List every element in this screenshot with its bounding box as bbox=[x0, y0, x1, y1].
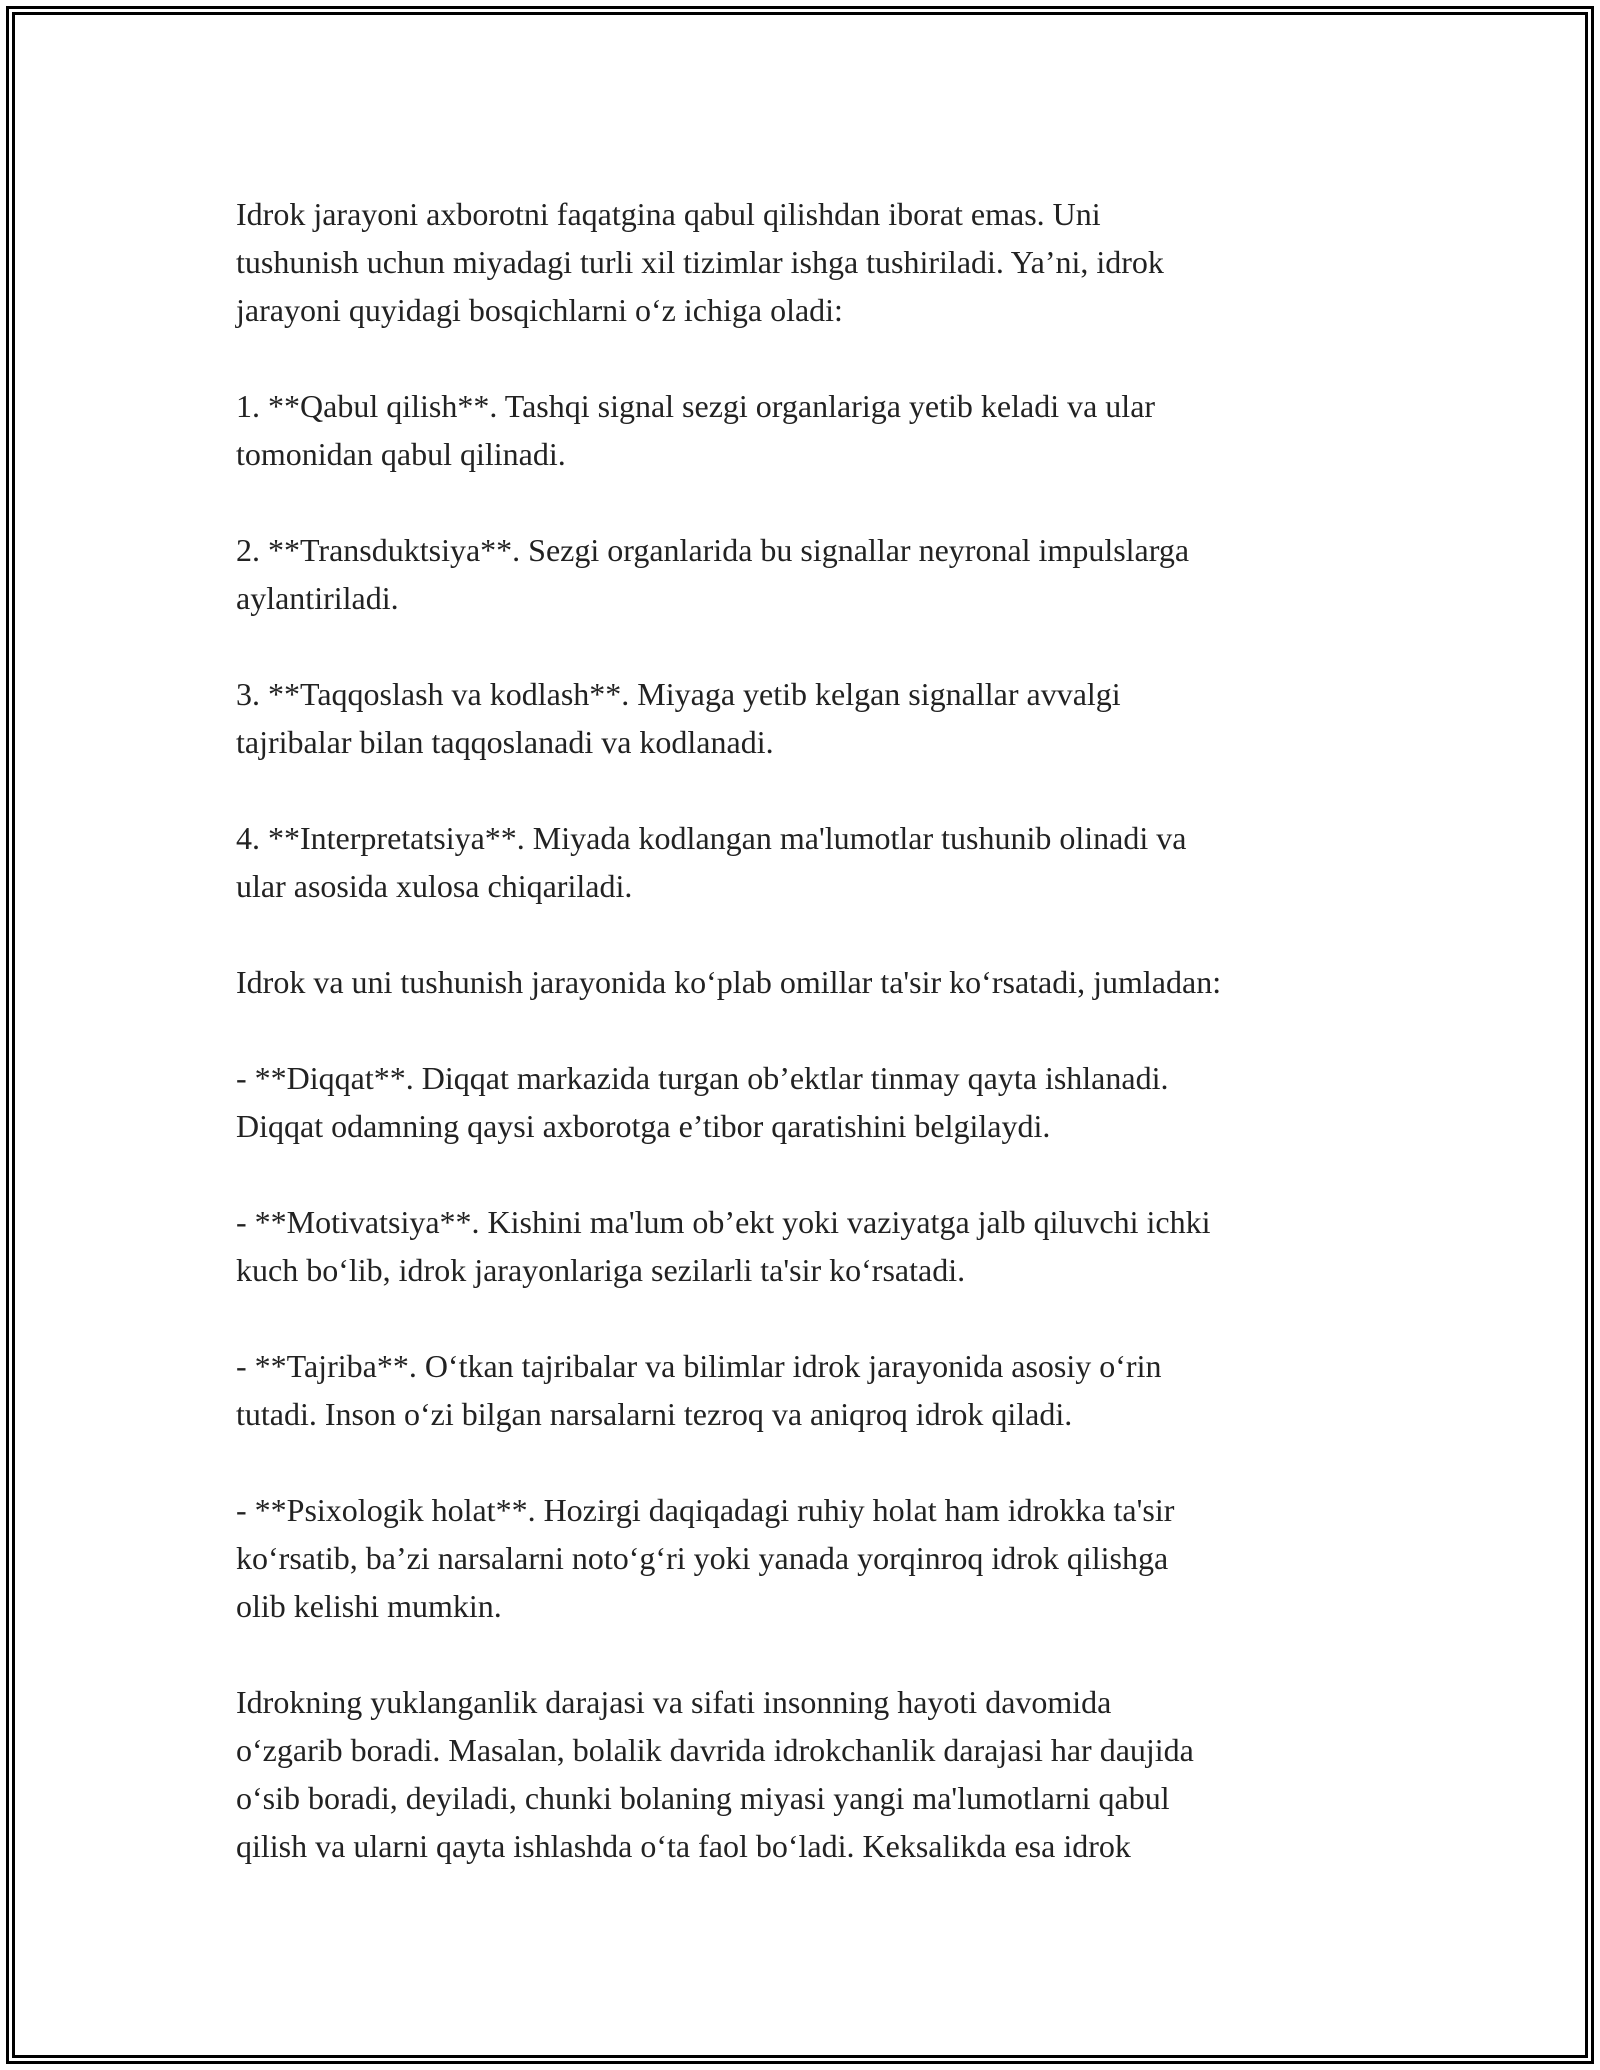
paragraph-factors-intro bbox=[236, 958, 1396, 1006]
text-line: tushunish uchun miyadagi turli xil tizimlar ishga tushiriladi. Ya’ni, idrok bbox=[236, 244, 1164, 280]
text-line: Diqqat odamning qaysi axborotga e’tibor qaratishini belgilaydi. bbox=[236, 1108, 1051, 1144]
text-line: - **Psixologik holat**. Hozirgi daqiqadagi ruhiy holat ham idrokka ta'sir bbox=[236, 1492, 1175, 1528]
text-line: o‘zgarib boradi. Masalan, bolalik davrida idrokchanlik darajasi har daujida bbox=[236, 1732, 1194, 1768]
list-item-4 bbox=[236, 814, 1396, 910]
text-line: tutadi. Inson o‘zi bilgan narsalarni tezroq va aniqroq idrok qiladi. bbox=[236, 1396, 1073, 1432]
text-line: 2. **Transduktsiya**. Sezgi organlarida bu signallar neyronal impulslarga bbox=[236, 532, 1190, 568]
list-item-3 bbox=[236, 670, 1396, 766]
text-line: ko‘rsatib, ba’zi narsalarni noto‘g‘ri yoki yanada yorqinroq idrok qilishga bbox=[236, 1540, 1169, 1576]
text-line: jarayoni quyidagi bosqichlarni o‘z ichiga oladi: bbox=[236, 292, 843, 328]
text-line: - **Tajriba**. O‘tkan tajribalar va bilimlar idrok jarayonida asosiy o‘rin bbox=[236, 1348, 1162, 1384]
text-line: ular asosida xulosa chiqariladi. bbox=[236, 868, 633, 904]
bullet-item-psixologik-holat bbox=[236, 1486, 1396, 1630]
bullet-item-tajriba bbox=[236, 1342, 1396, 1438]
text-line: 3. **Taqqoslash va kodlash**. Miyaga yetib kelgan signallar avvalgi bbox=[236, 676, 1121, 712]
document-body bbox=[236, 190, 1396, 1870]
paragraph-conclusion bbox=[236, 1678, 1396, 1870]
text-line: kuch bo‘lib, idrok jarayonlariga sezilarli ta'sir ko‘rsatadi. bbox=[236, 1252, 966, 1288]
text-line: Idrok va uni tushunish jarayonida ko‘plab omillar ta'sir ko‘rsatadi, jumladan: bbox=[236, 964, 1222, 1000]
text-line: - **Diqqat**. Diqqat markazida turgan ob’ektlar tinmay qayta ishlanadi. bbox=[236, 1060, 1169, 1096]
list-item-2 bbox=[236, 526, 1396, 622]
text-line: qilish va ularni qayta ishlashda o‘ta faol bo‘ladi. Keksalikda esa idrok bbox=[236, 1828, 1131, 1864]
text-line: Idrok jarayoni axborotni faqatgina qabul qilishdan iborat emas. Uni bbox=[236, 196, 1101, 232]
text-line: Idrokning yuklanganlik darajasi va sifati insonning hayoti davomida bbox=[236, 1684, 1112, 1720]
list-item-1 bbox=[236, 382, 1396, 478]
text-line: tomonidan qabul qilinadi. bbox=[236, 436, 566, 472]
text-line: - **Motivatsiya**. Kishini ma'lum ob’ekt yoki vaziyatga jalb qiluvchi ichki bbox=[236, 1204, 1211, 1240]
text-line: 4. **Interpretatsiya**. Miyada kodlangan ma'lumotlar tushunib olinadi va bbox=[236, 820, 1187, 856]
bullet-item-diqqat bbox=[236, 1054, 1396, 1150]
text-line: aylantiriladi. bbox=[236, 580, 399, 616]
bullet-item-motivatsiya bbox=[236, 1198, 1396, 1294]
text-line: olib kelishi mumkin. bbox=[236, 1588, 502, 1624]
text-line: 1. **Qabul qilish**. Tashqi signal sezgi organlariga yetib keladi va ular bbox=[236, 388, 1156, 424]
text-line: o‘sib boradi, deyiladi, chunki bolaning miyasi yangi ma'lumotlarni qabul bbox=[236, 1780, 1170, 1816]
text-line: tajribalar bilan taqqoslanadi va kodlanadi. bbox=[236, 724, 774, 760]
paragraph-intro bbox=[236, 190, 1396, 334]
